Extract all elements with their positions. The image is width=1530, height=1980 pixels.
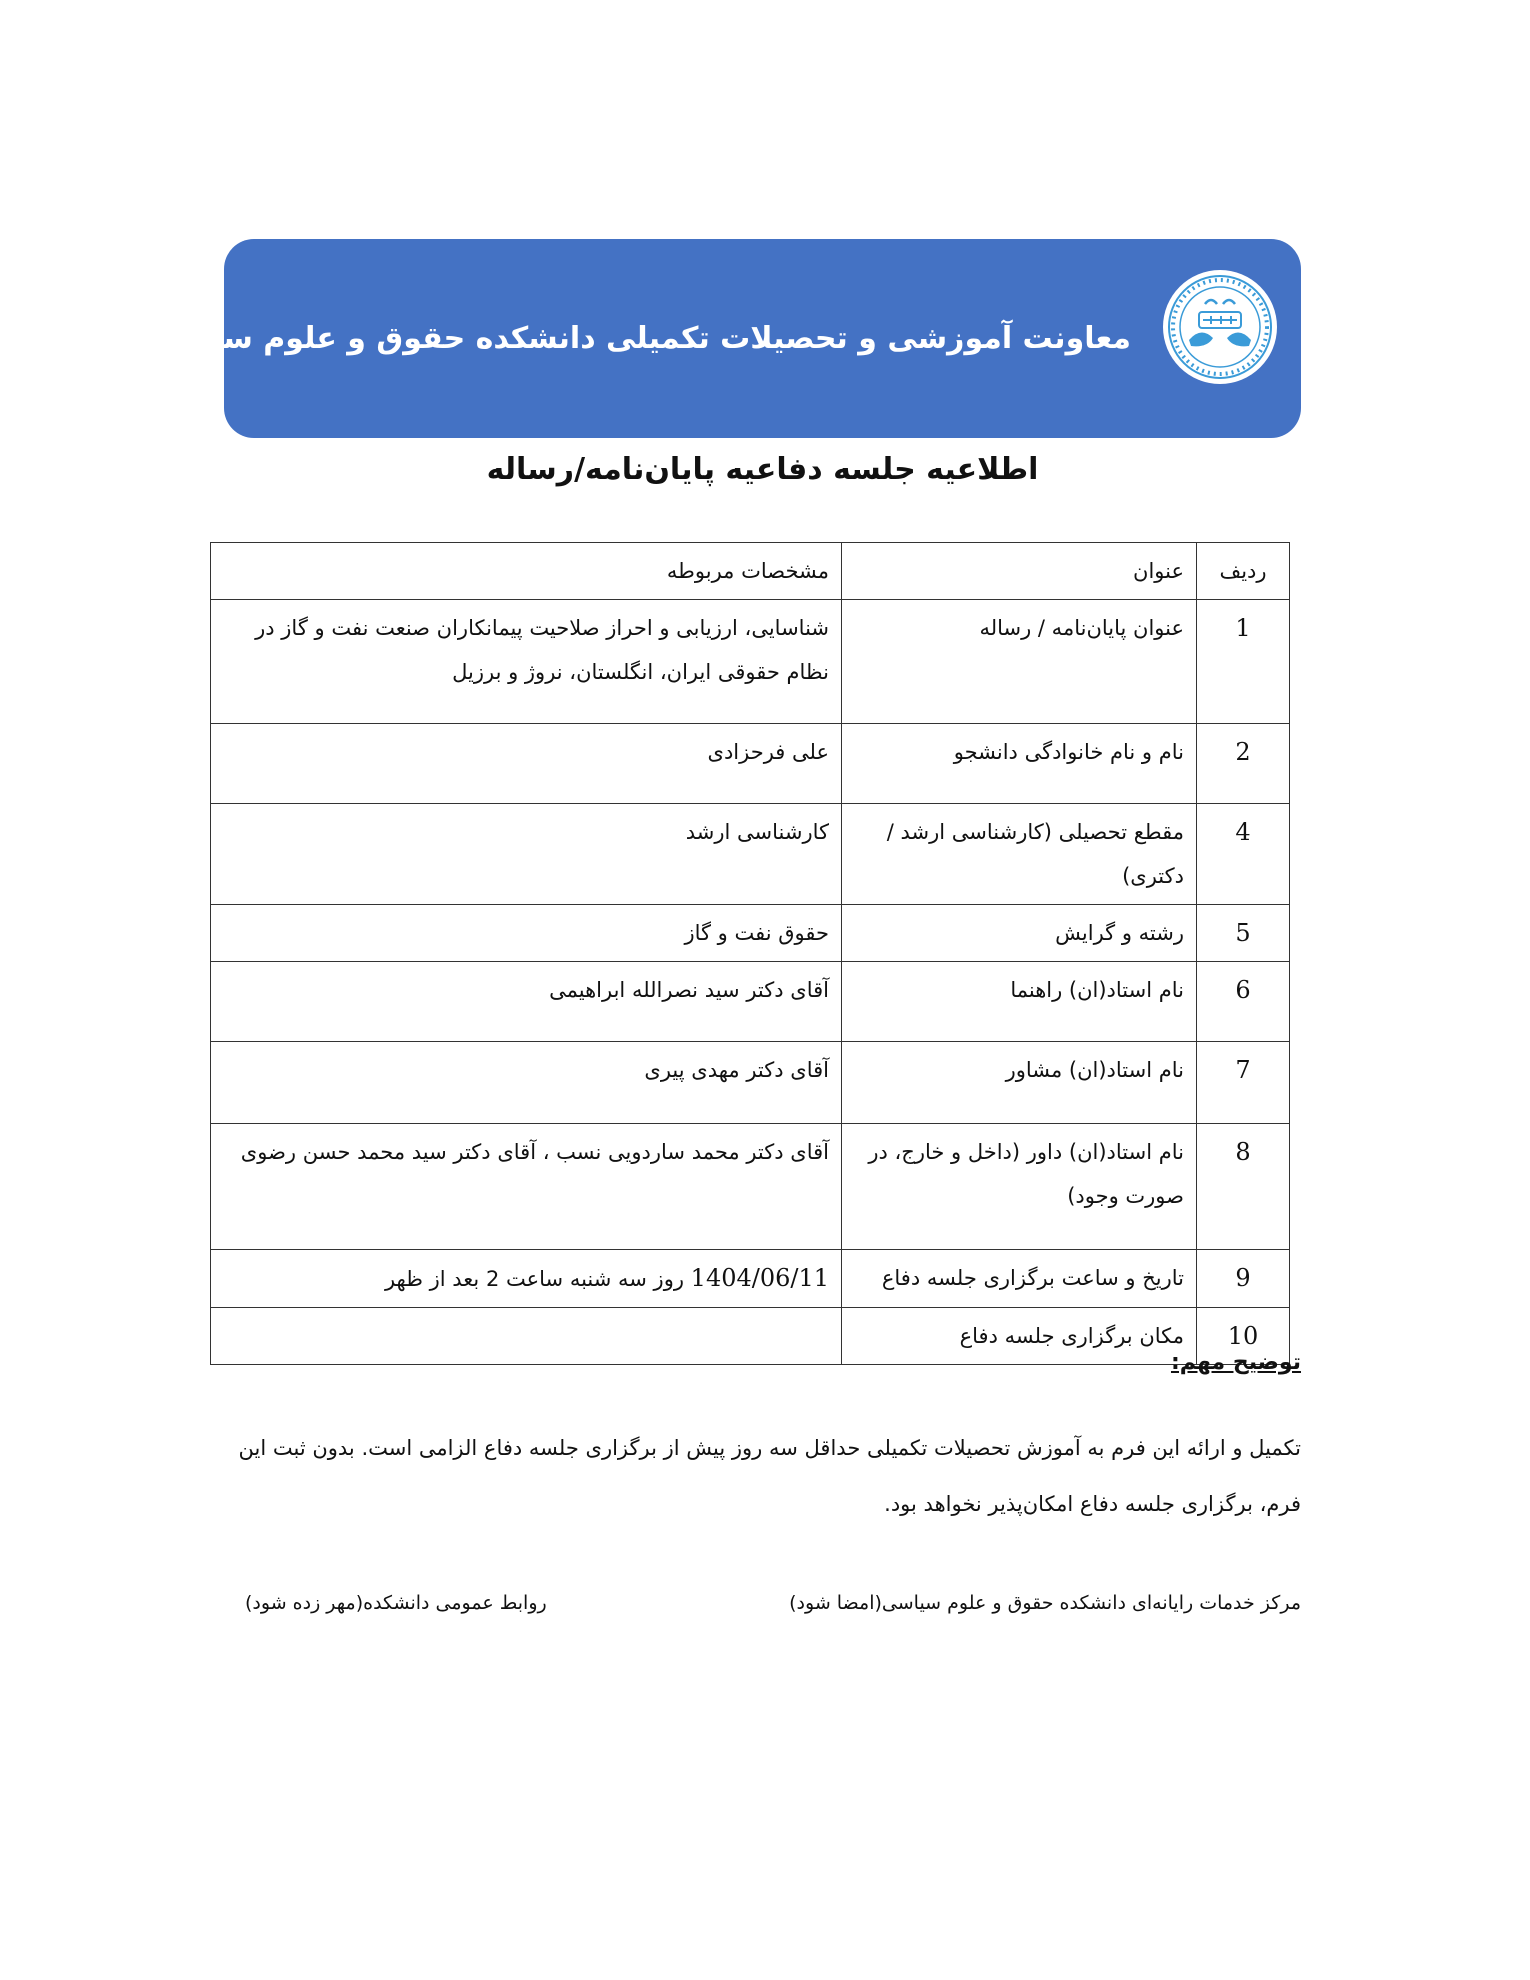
note-body: تکمیل و ارائه این فرم به آموزش تحصیلات تکمیلی حداقل سه روز پیش از برگزاری جلسه دفاع الزامی است. بدون ثبت این فرم، برگزاری جلسه دفاع امکان‌پذیر نخواهد بود. bbox=[238, 1436, 1301, 1516]
row-spec: آقای دکتر مهدی پیری bbox=[211, 1042, 842, 1124]
row-spec: آقای دکتر محمد ساردویی نسب ، آقای دکتر سید محمد حسن رضوی bbox=[211, 1124, 842, 1250]
table-header-row bbox=[211, 543, 1290, 600]
table-row bbox=[211, 724, 1290, 804]
row-title: عنوان پایان‌نامه / رساله bbox=[842, 600, 1197, 724]
table-row bbox=[211, 962, 1290, 1042]
row-number: 5 bbox=[1197, 905, 1290, 962]
row-number: 9 bbox=[1197, 1250, 1290, 1308]
row-title: رشته و گرایش bbox=[842, 905, 1197, 962]
signature-computer-center: مرکز خدمات رایانه‌ای دانشکده حقوق و علوم سیاسی(امضا شود) bbox=[789, 1592, 1301, 1614]
row-number: 10 bbox=[1197, 1308, 1290, 1365]
row-title: مکان برگزاری جلسه دفاع bbox=[842, 1308, 1197, 1365]
table-row bbox=[211, 1308, 1290, 1365]
university-logo bbox=[1161, 268, 1279, 386]
table-row bbox=[211, 1042, 1290, 1124]
header-number: ردیف bbox=[1197, 543, 1290, 600]
row-spec bbox=[211, 1250, 842, 1308]
row-spec bbox=[211, 1308, 842, 1365]
table-row bbox=[211, 905, 1290, 962]
header-banner bbox=[139, 239, 1301, 438]
signature-public-relations: روابط عمومی دانشکده(مهر زده شود) bbox=[245, 1592, 547, 1614]
row-spec: شناسایی، ارزیابی و احراز صلاحیت پیمانکاران صنعت نفت و گاز در نظام حقوقی ایران، انگلستان، نروژ و برزیل bbox=[211, 600, 842, 724]
table-row bbox=[211, 804, 1290, 905]
row-spec: حقوق نفت و گاز bbox=[211, 905, 842, 962]
row-title: تاریخ و ساعت برگزاری جلسه دفاع bbox=[842, 1250, 1197, 1308]
header-title: عنوان bbox=[842, 543, 1197, 600]
row-number: 8 bbox=[1197, 1124, 1290, 1250]
defense-time: روز سه شنبه ساعت 2 بعد از ظهر bbox=[384, 1267, 684, 1291]
table-row bbox=[211, 600, 1290, 724]
row-title: نام استاد(ان) داور (داخل و خارج، در صورت وجود) bbox=[842, 1124, 1197, 1250]
faculty-title: معاونت آموزشی و تحصیلات تکمیلی دانشکده حقوق و علوم سیاسی bbox=[139, 321, 1131, 356]
note-heading: توضیح مهم: bbox=[1170, 1350, 1301, 1375]
row-title: مقطع تحصیلی (کارشناسی ارشد / دکتری) bbox=[842, 804, 1197, 905]
defense-info-table bbox=[210, 542, 1290, 1365]
table-row bbox=[211, 1250, 1290, 1308]
row-spec: کارشناسی ارشد bbox=[211, 804, 842, 905]
defense-date: 1404/06/11 bbox=[690, 1264, 829, 1292]
row-title: نام استاد(ان) راهنما bbox=[842, 962, 1197, 1042]
row-title: نام استاد(ان) مشاور bbox=[842, 1042, 1197, 1124]
row-spec: علی فرحزادی bbox=[211, 724, 842, 804]
table-row bbox=[211, 1124, 1290, 1250]
document-title: اطلاعیه جلسه دفاعیه پایان‌نامه/رساله bbox=[486, 452, 1039, 487]
header-spec: مشخصات مربوطه bbox=[211, 543, 842, 600]
row-title: نام و نام خانوادگی دانشجو bbox=[842, 724, 1197, 804]
row-number: 2 bbox=[1197, 724, 1290, 804]
row-number: 1 bbox=[1197, 600, 1290, 724]
row-spec: آقای دکتر سید نصرالله ابراهیمی bbox=[211, 962, 842, 1042]
row-number: 4 bbox=[1197, 804, 1290, 905]
row-number: 6 bbox=[1197, 962, 1290, 1042]
row-number: 7 bbox=[1197, 1042, 1290, 1124]
